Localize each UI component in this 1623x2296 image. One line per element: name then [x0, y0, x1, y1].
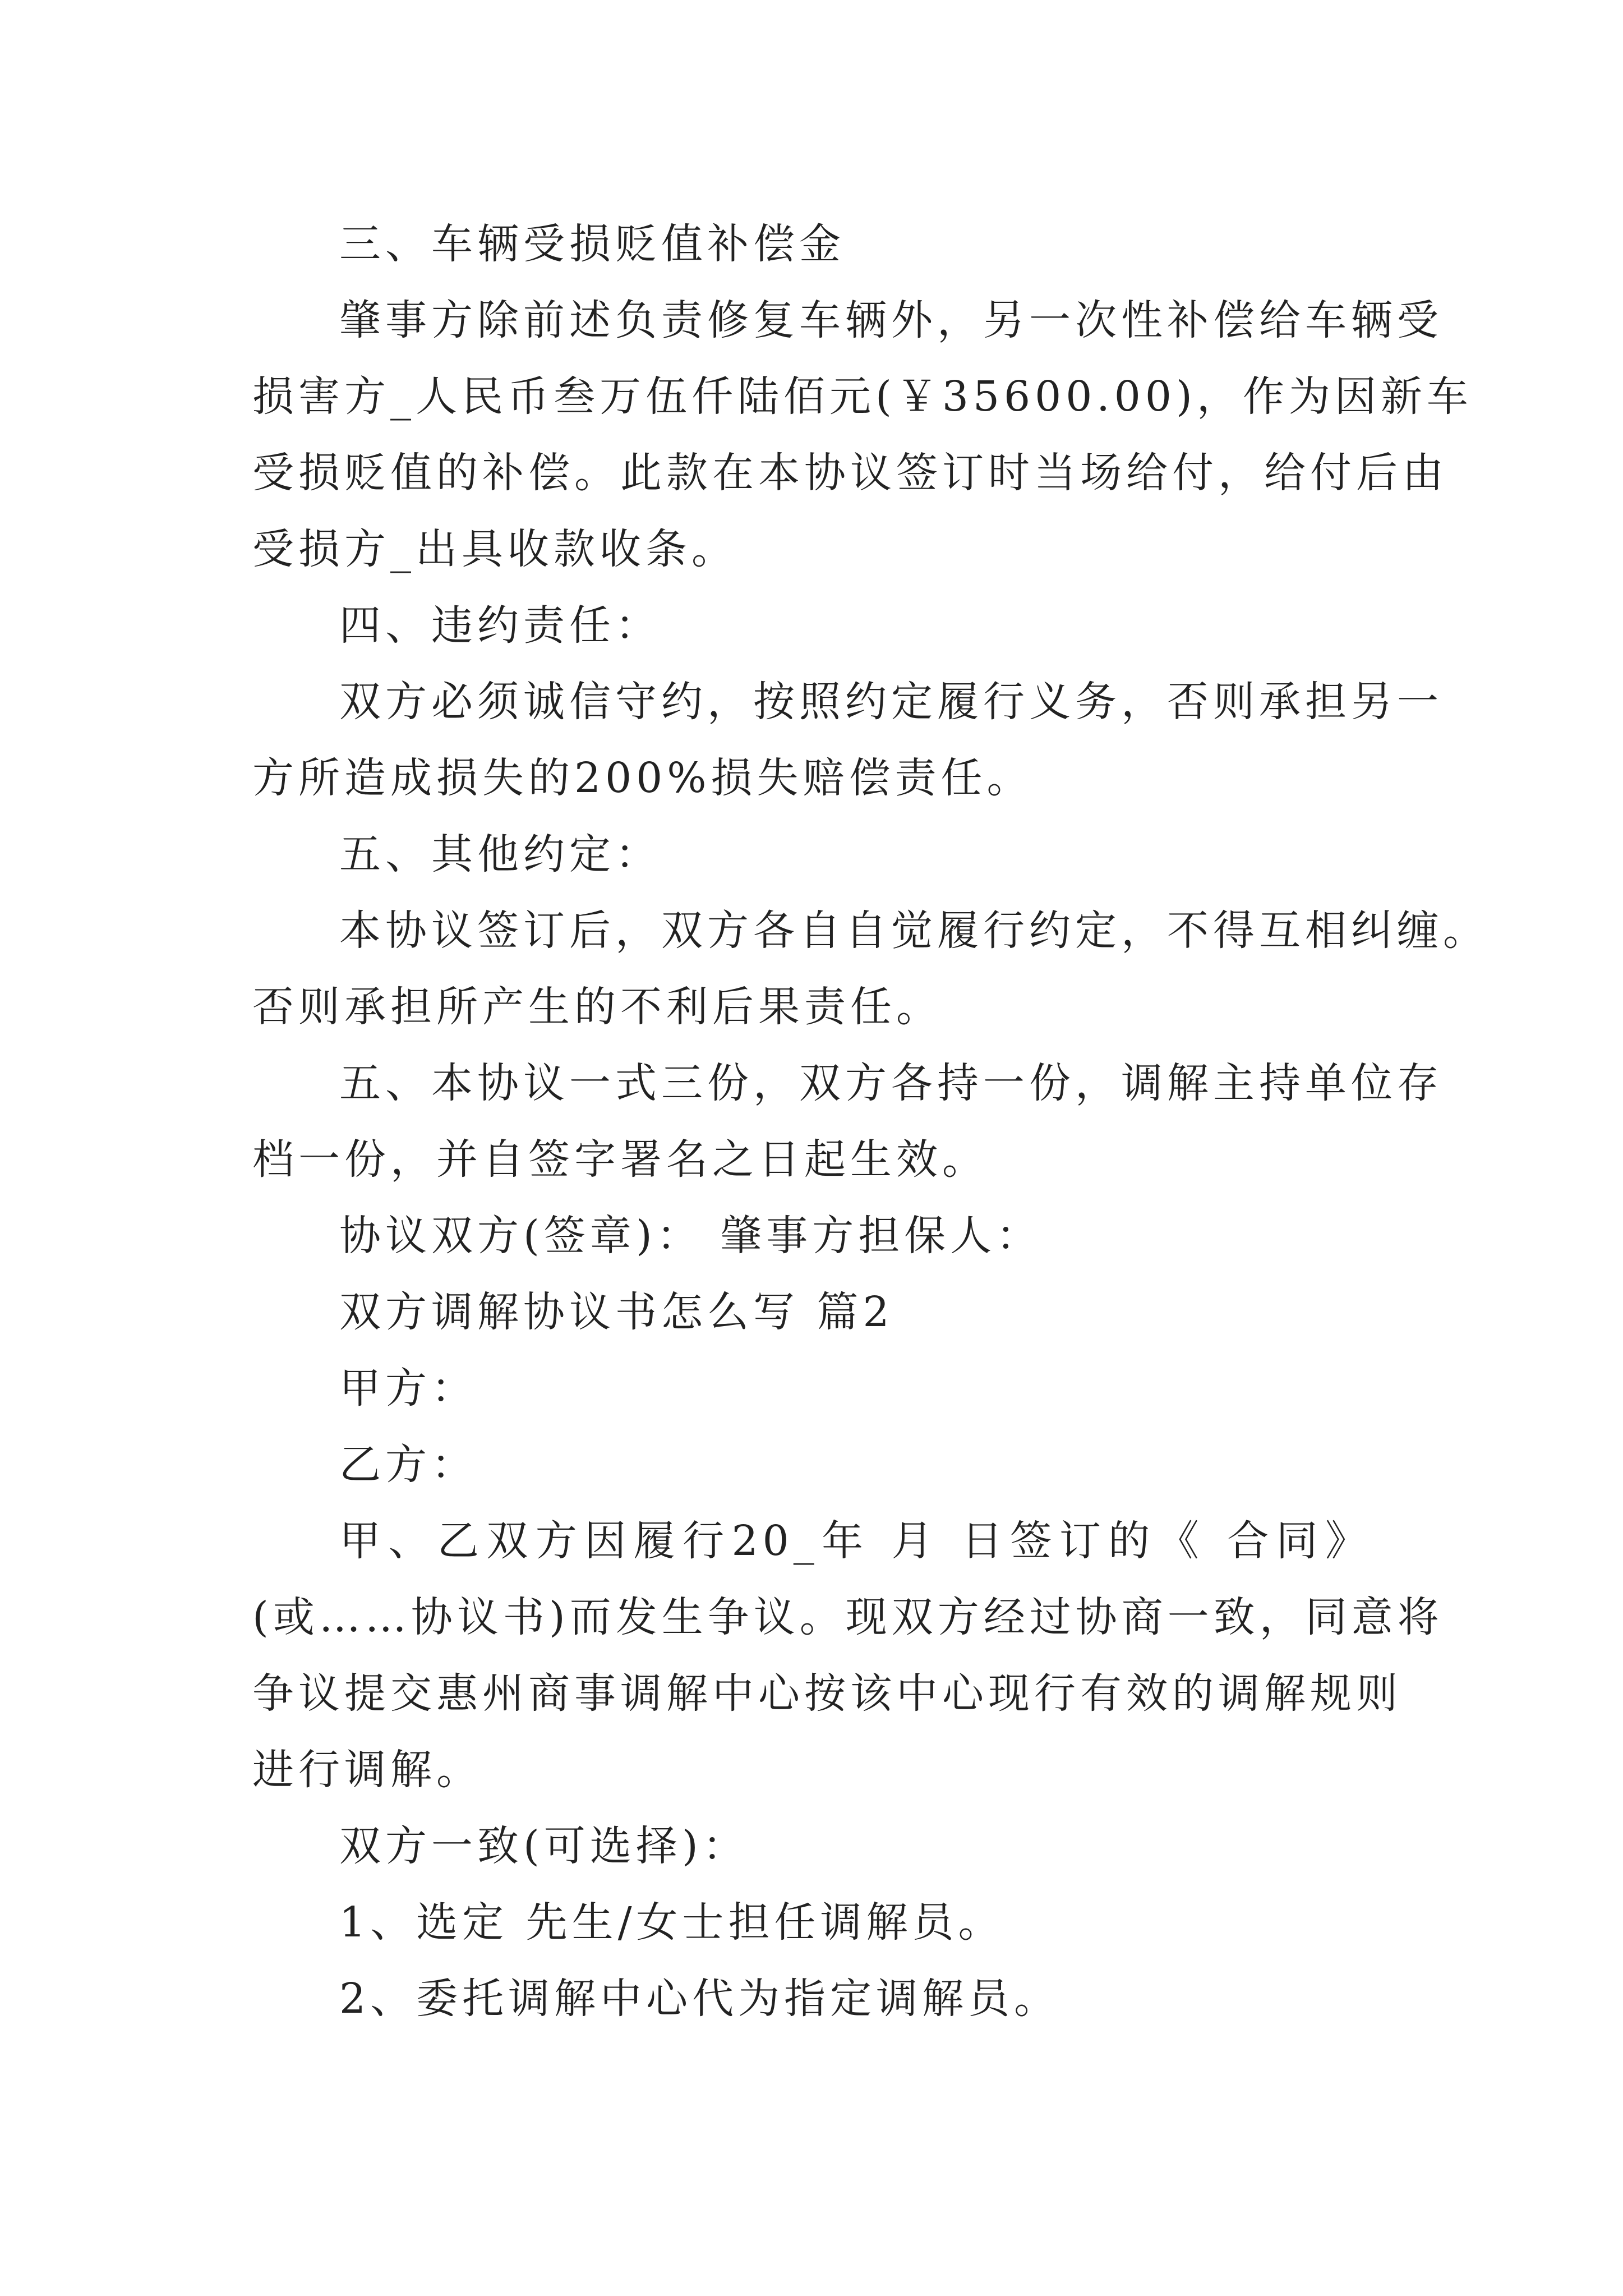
- paragraph-line: 甲、乙双方因履行20_年 月 日签订的《 合同》: [339, 1517, 1371, 1565]
- section-heading-5: 五、其他约定：: [339, 830, 661, 878]
- paragraph-line: 争议提交惠州商事调解中心按该中心现行有效的调解规则: [252, 1669, 1402, 1718]
- article-heading: 双方调解协议书怎么写 篇2: [339, 1288, 894, 1336]
- list-item: 1、选定 先生/女士担任调解员。: [339, 1898, 1004, 1947]
- paragraph-line: 五、本协议一式三份，双方各持一份，调解主持单位存: [339, 1059, 1443, 1107]
- section-heading-3: 三、车辆受损贬值补偿金: [339, 220, 845, 268]
- section-heading-4: 四、违约责任：: [339, 601, 661, 650]
- party-b-label: 乙方：: [339, 1441, 477, 1489]
- paragraph-line: 受损贬值的补偿。此款在本协议签订时当场给付，给付后由: [252, 449, 1448, 497]
- party-a-label: 甲方：: [339, 1364, 477, 1412]
- paragraph-line: 损害方_人民币叁万伍仟陆佰元(￥35600.00)，作为因新车: [252, 372, 1473, 421]
- paragraph-line: 档一份，并自签字署名之日起生效。: [252, 1135, 988, 1184]
- paragraph-line: (或……协议书)而发生争议。现双方经过协商一致，同意将: [252, 1593, 1444, 1641]
- paragraph-line: 双方必须诚信守约，按照约定履行义务，否则承担另一: [339, 678, 1443, 726]
- paragraph-line: 受损方_出具收款收条。: [252, 525, 737, 573]
- paragraph-line: 否则承担所产生的不利后果责任。: [252, 983, 942, 1031]
- signature-line: 协议双方(签章)： 肇事方担保人：: [339, 1212, 1043, 1260]
- paragraph-line: 肇事方除前述负责修复车辆外，另一次性补偿给车辆受: [339, 296, 1443, 344]
- paragraph-line: 进行调解。: [252, 1746, 482, 1794]
- list-item: 2、委托调解中心代为指定调解员。: [339, 1975, 1061, 2023]
- paragraph-line: 本协议签订后，双方各自自觉履行约定，不得互相纠缠。: [339, 907, 1489, 955]
- paragraph-line: 双方一致(可选择)：: [339, 1822, 749, 1870]
- paragraph-line: 方所造成损失的200%损失赔偿责任。: [252, 754, 1033, 802]
